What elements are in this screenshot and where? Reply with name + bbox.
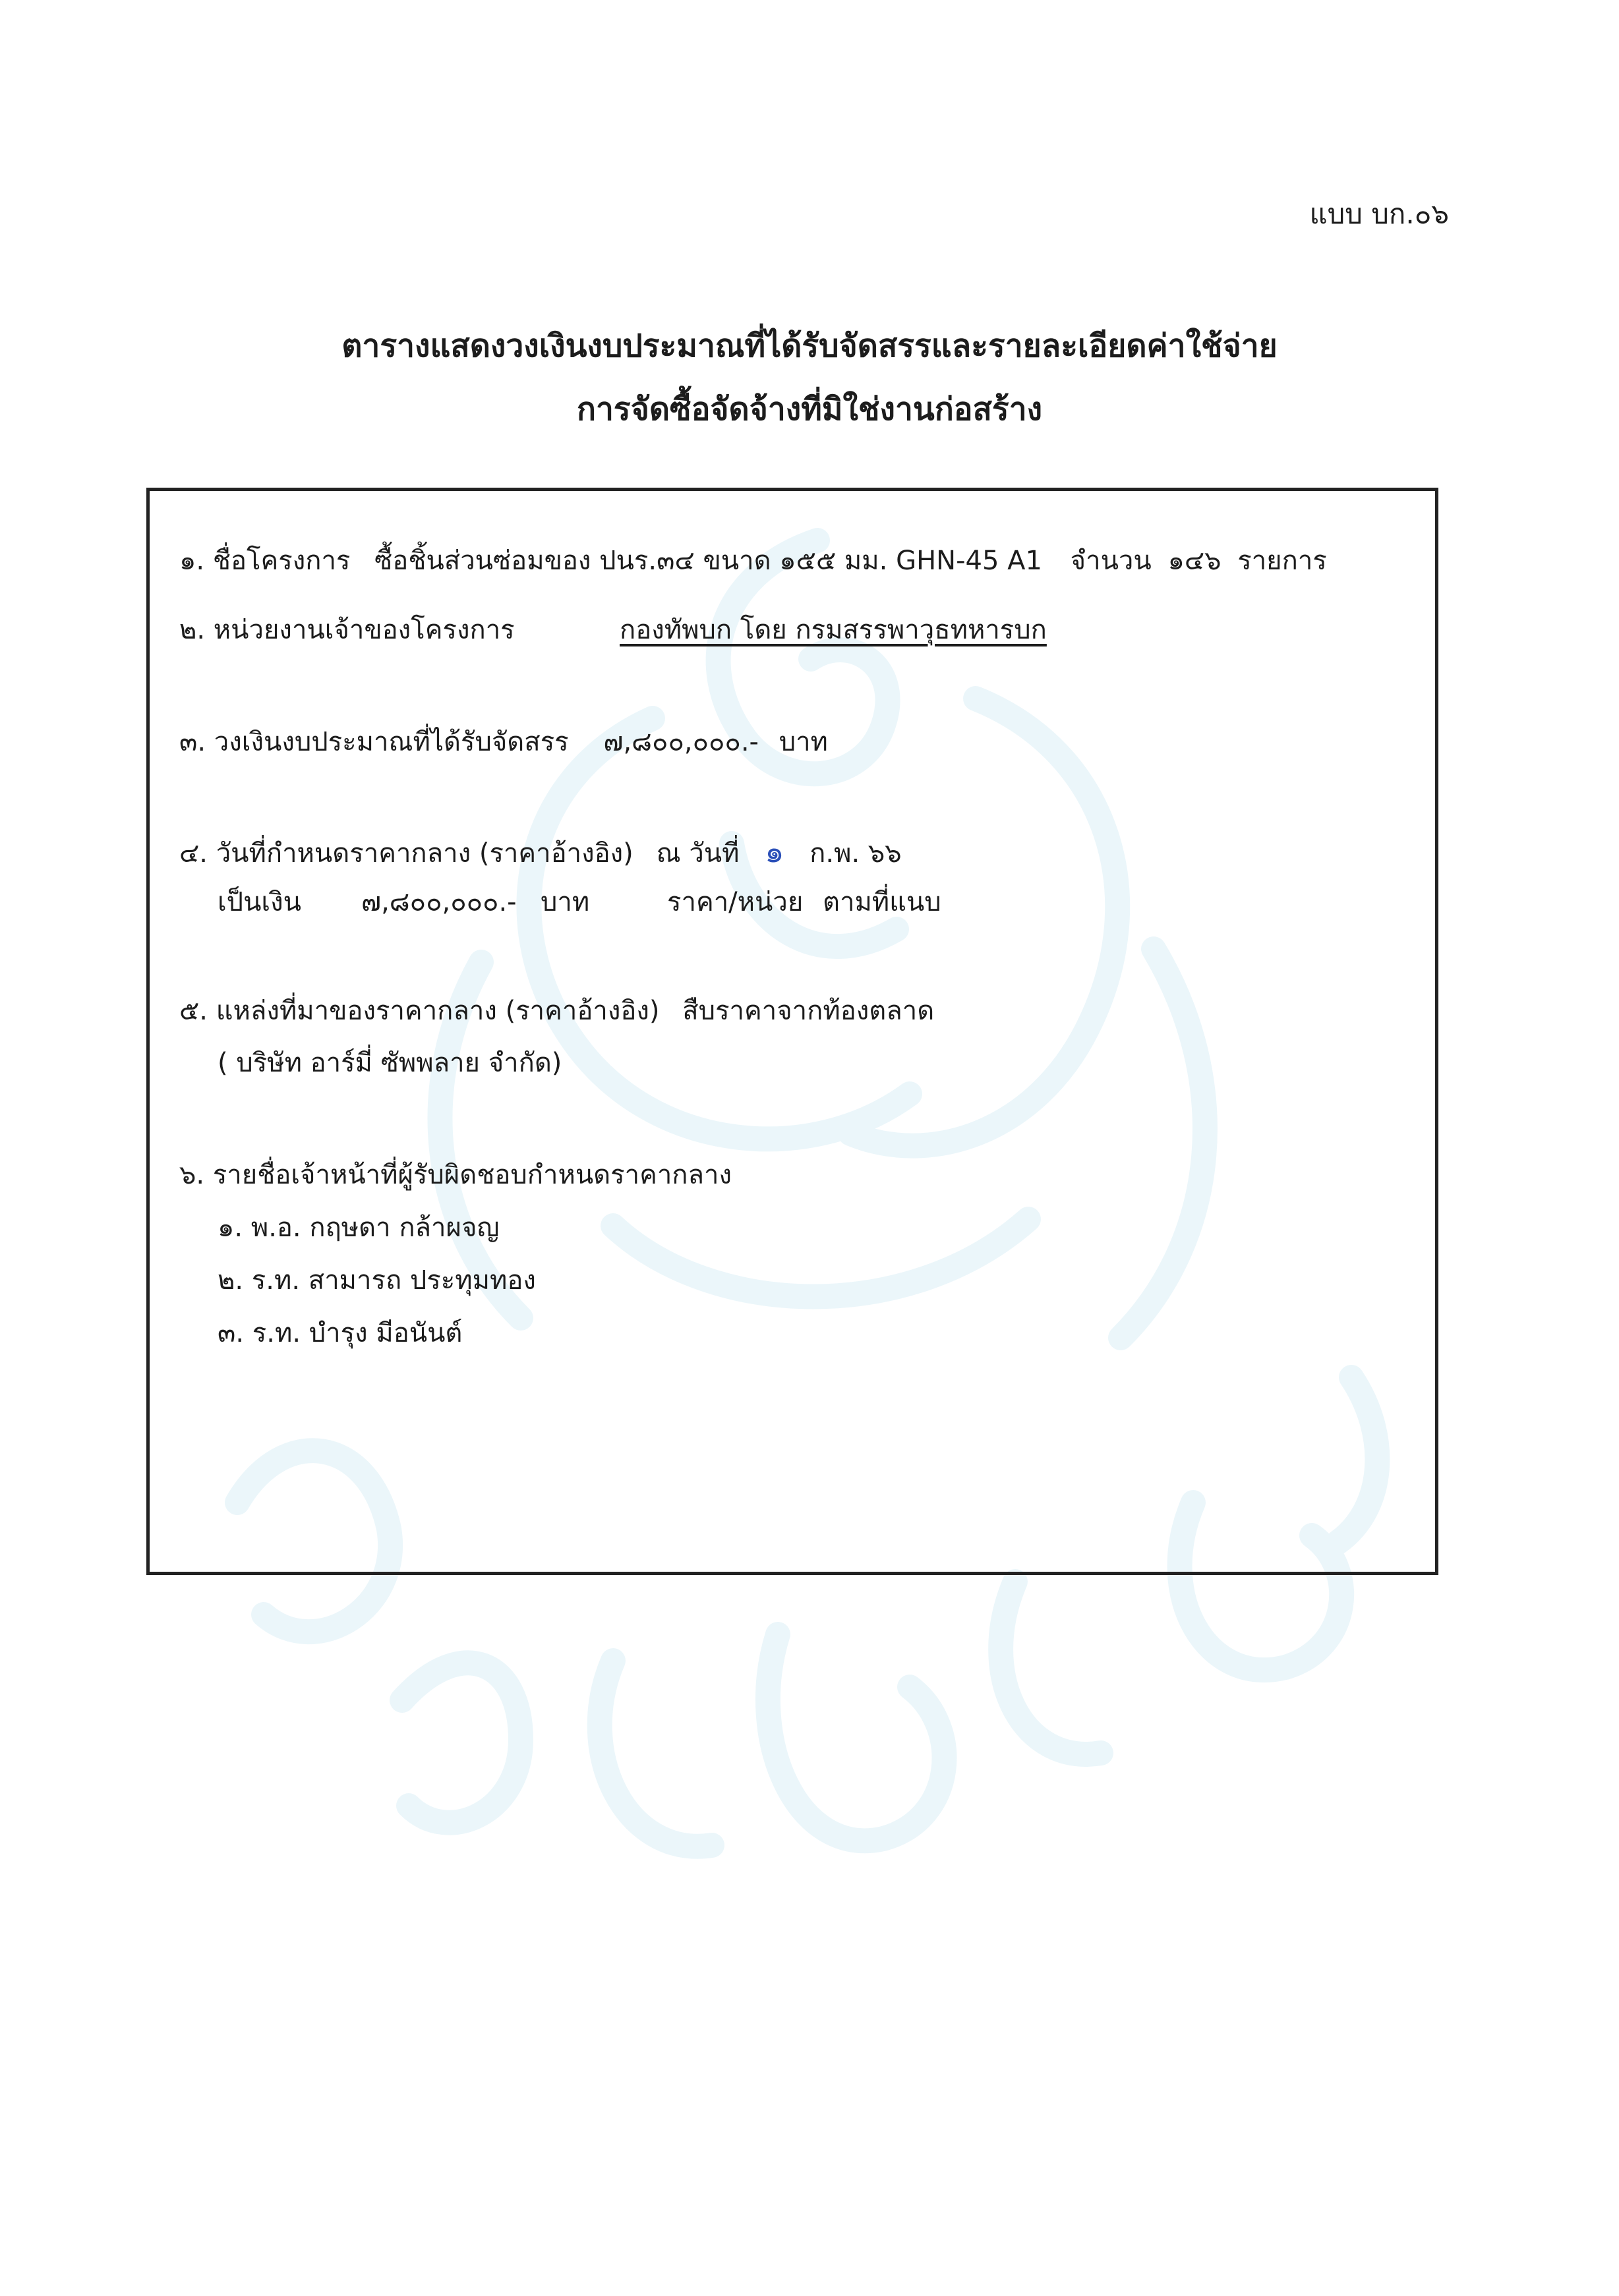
- price-source-company: ( บริษัท อาร์มี่ ซัพพลาย จำกัด): [218, 1048, 562, 1078]
- form-code: แบบ บก.๐๖: [1309, 198, 1449, 230]
- official-1: ๑. พ.อ. กฤษดา กล้าผจญ: [218, 1213, 500, 1243]
- budget-row: [179, 720, 828, 762]
- reference-amount-unit: บาท: [541, 887, 590, 917]
- reference-date-rest: ก.พ. ๖๖: [810, 838, 902, 869]
- reference-amount: ๗,๘๐๐,๐๐๐.-: [361, 887, 517, 917]
- budget-label: ๓. วงเงินงบประมาณที่ได้รับจัดสรร: [179, 727, 569, 757]
- unit-price-value: ตามที่แนบ: [823, 887, 941, 917]
- reference-price-row: [179, 828, 902, 876]
- officials-label: ๖. รายชื่อเจ้าหน้าที่ผู้รับผิดชอบกำหนดราคากลาง: [179, 1160, 732, 1190]
- official-3: ๓. ร.ท. บำรุง มีอนันต์: [218, 1318, 463, 1348]
- budget-amount: ๗,๘๐๐,๐๐๐.-: [603, 727, 759, 757]
- reference-date-prefix: ณ วันที่: [656, 838, 740, 869]
- quantity-unit: รายการ: [1237, 546, 1327, 576]
- project-name-value: ซื้อชิ้นส่วนซ่อมของ ปนร.๓๔ ขนาด ๑๕๕ มม. GHN-45 A1: [374, 546, 1042, 576]
- page-subtitle: การจัดซื้อจัดจ้างที่มิใช่งานก่อสร้าง: [576, 391, 1043, 428]
- price-source-label: ๕. แหล่งที่มาของราคากลาง (ราคาอ้างอิง): [179, 996, 660, 1026]
- budget-unit: บาท: [779, 727, 828, 757]
- page-title: ตารางแสดงวงเงินงบประมาณที่ได้รับจัดสรรและรายละเอียดค่าใช้จ่าย: [341, 328, 1278, 364]
- reference-amount-label: เป็นเงิน: [218, 887, 301, 917]
- reference-date-day: ๑: [765, 834, 784, 869]
- reference-price-label: ๔. วันที่กำหนดราคากลาง (ราคาอ้างอิง): [179, 838, 633, 869]
- quantity-value: ๑๔๖: [1167, 546, 1222, 576]
- project-name-row: [179, 539, 1327, 581]
- price-source-row: [179, 989, 934, 1031]
- agency-label: ๒. หน่วยงานเจ้าของโครงการ: [179, 615, 515, 645]
- agency-value: กองทัพบก โดย กรมสรรพาวุธทหารบก: [620, 615, 1047, 645]
- official-2: ๒. ร.ท. สามารถ ประทุมทอง: [218, 1265, 536, 1296]
- details-box: [146, 488, 1438, 1575]
- unit-price-label: ราคา/หน่วย: [667, 887, 804, 917]
- quantity-label: จำนวน: [1070, 546, 1152, 576]
- project-name-label: ๑. ชื่อโครงการ: [179, 546, 351, 576]
- price-source-value: สืบราคาจากท้องตลาด: [682, 996, 935, 1026]
